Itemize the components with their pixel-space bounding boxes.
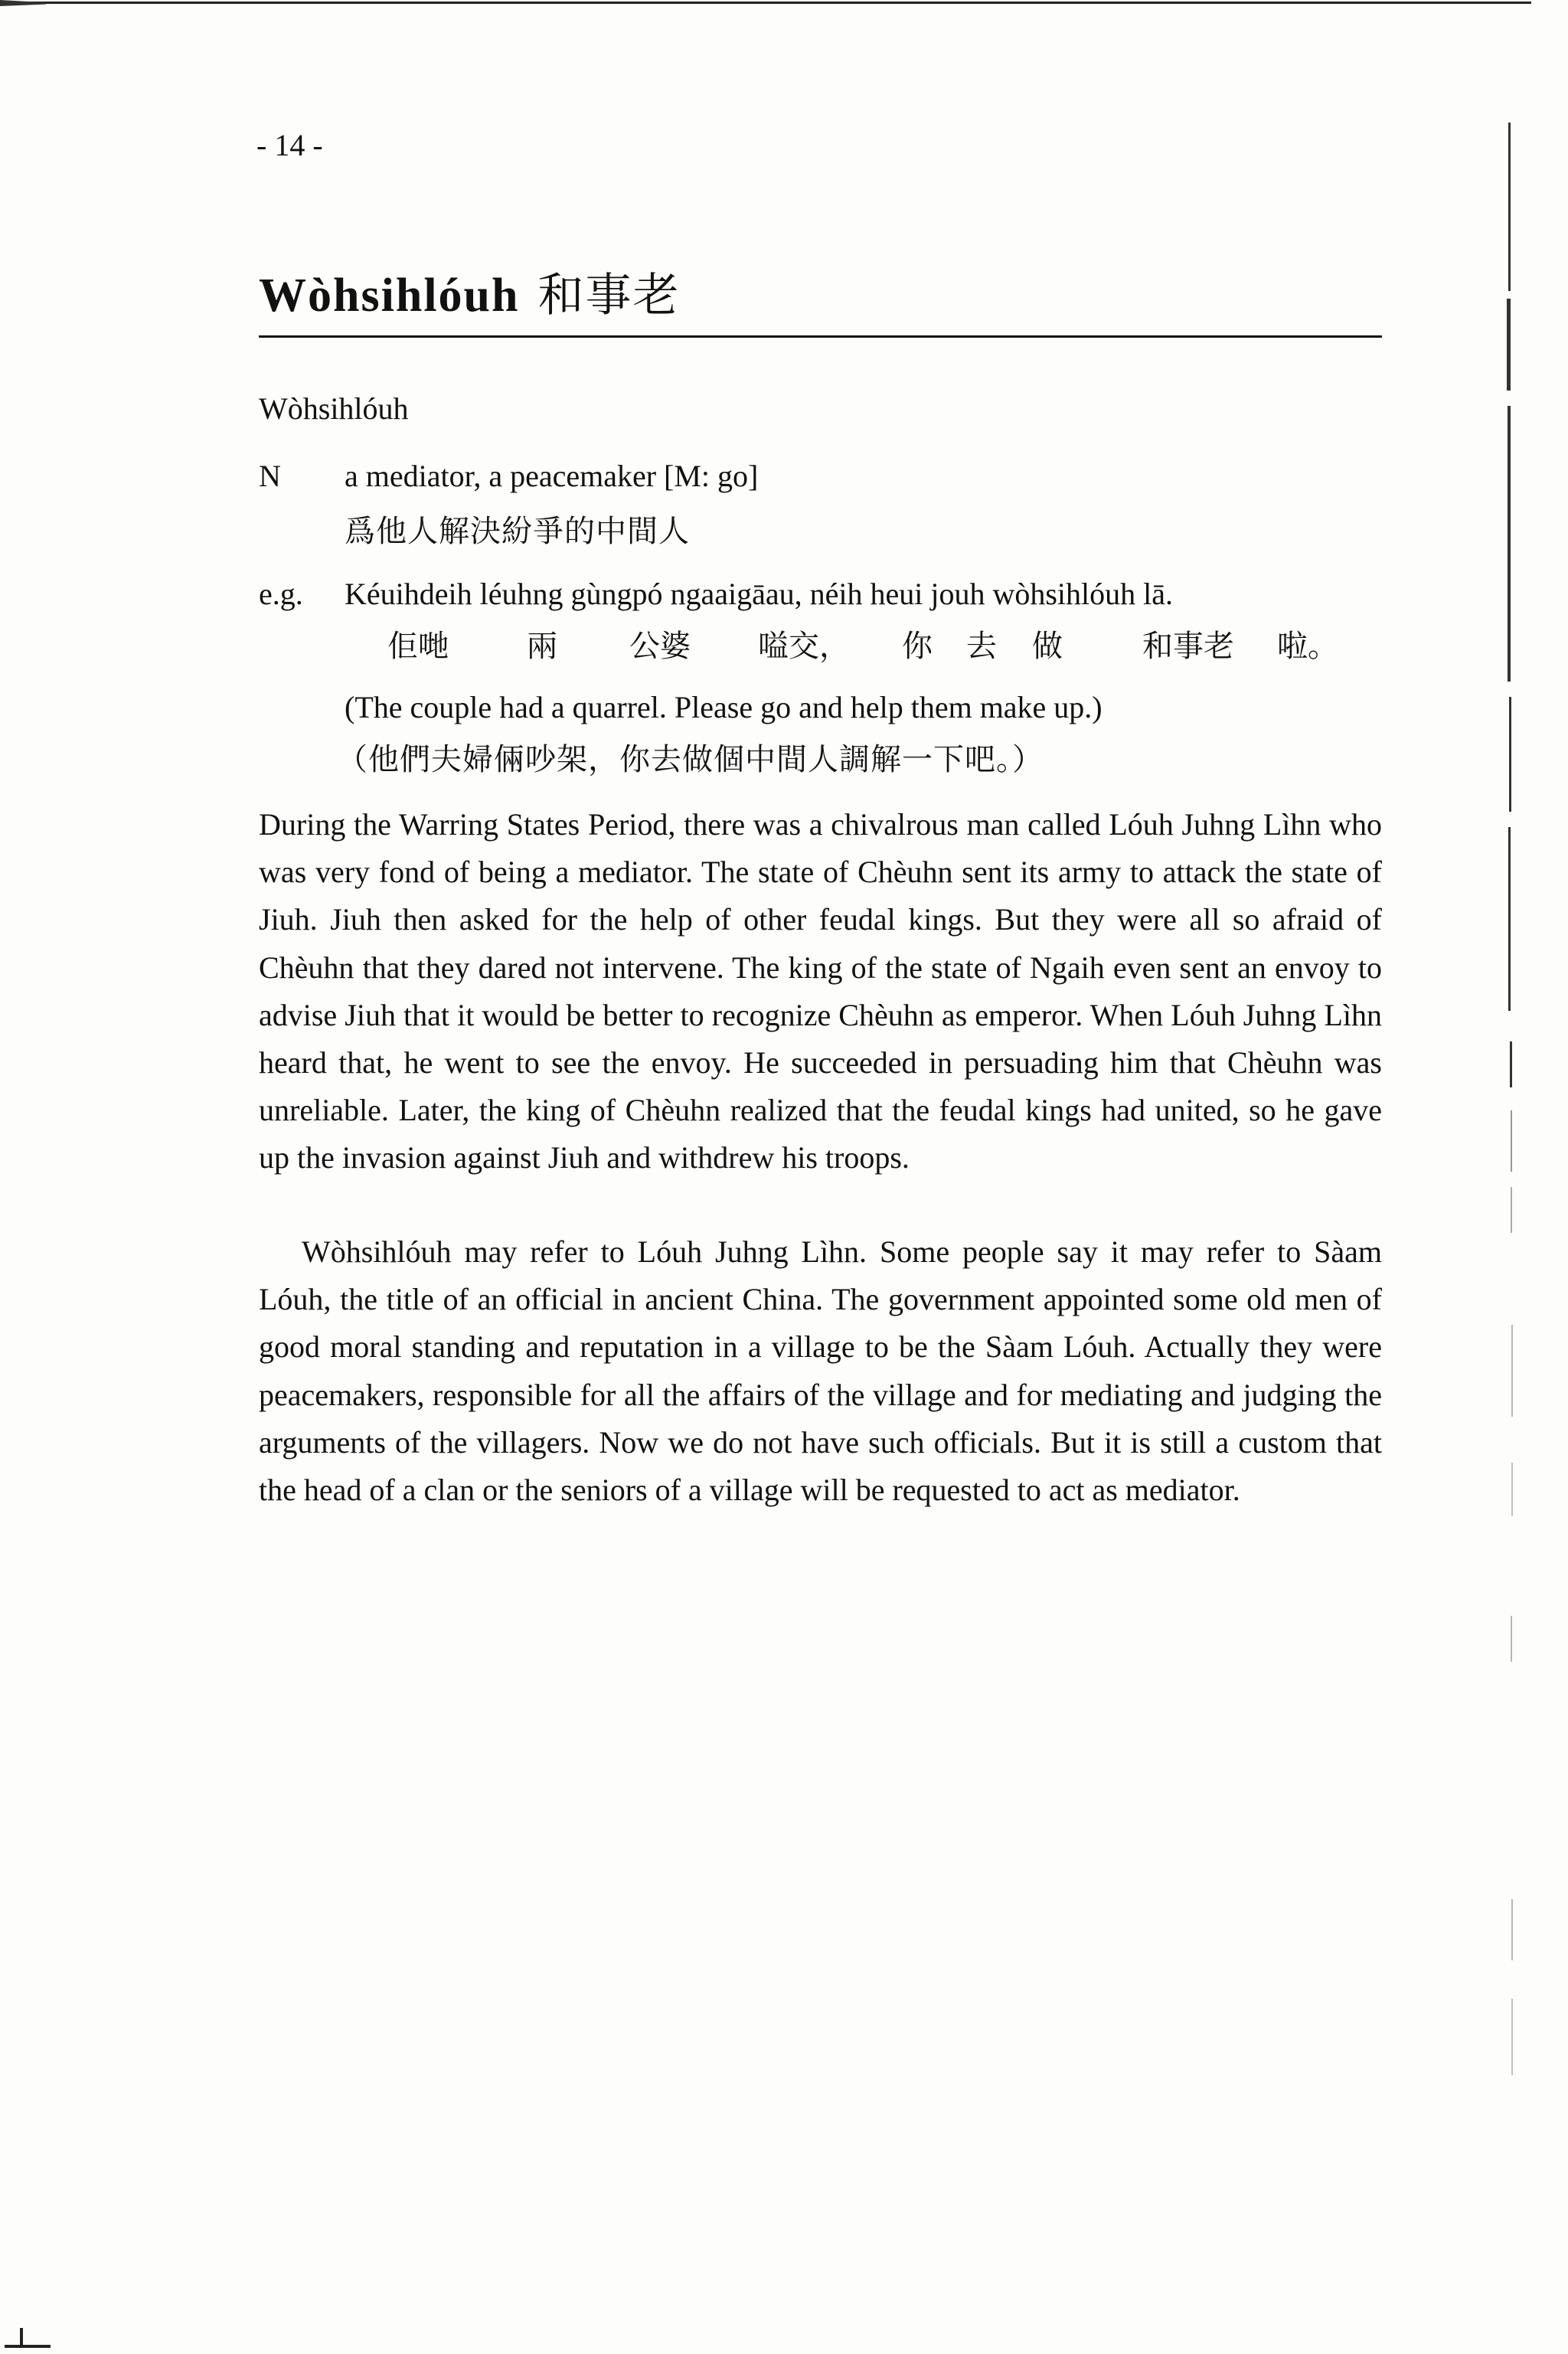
story-paragraph: Wòhsihlóuh may refer to Lóuh Juhng Lìhn. Some people say it may refer to Sàam Lóuh, the title of an official in ancient China. The government appointed some old men of good moral standing and reputation in a village to be the Sàam Lóuh. Actually they were peacemakers, responsible for all the affairs of the village and for mediating and judging the arguments of the villagers. Now we do not have such officials. But it is still a custom that the head of a clan or the seniors of a village will be requested to act as mediator. [259,1234,1382,1508]
example-chinese-word: 啦。 [1277,629,1338,664]
entry-headword [259,259,681,325]
example-chinese-word: 佢哋 [387,629,449,664]
example-chinese-word: 兩 [527,629,557,664]
example-chinese-word: 去 [966,629,997,664]
example-chinese-word: 和事老 [1142,629,1234,664]
example-chinese-word: 做 [1032,629,1063,664]
headword-romanized: Wòhsihlóuh [259,270,520,322]
scan-edge-top [0,0,1568,8]
story-paragraph: During the Warring States Period, there was a chivalrous man called Lóuh Juhng Lìhn who was very fond of being a mediator. The state of Chèuhn sent its army to attack the state of Jiuh. Jiuh then asked for the help of other feudal kings. But they were all so afraid of Chèuhn that they dared not intervene. The king of the state of Ngaih even sent an envoy to advise Jiuh that it would be better to recognize Chèuhn as emperor. When Lóuh Juhng Lìhn heard that, he went to see the envoy. He succeeded in persuading him that Chèuhn was unreliable. Later, the king of Chèuhn realized that the feudal kings had united, so he gave up the invasion against Jiuh and withdrew his troops. [259,807,1382,1175]
example-romanized: Kéuihdeih léuhng gùngpó ngaaigāau, néih heui jouh wòhsihlóuh lā. [345,577,1174,611]
headword-chinese: 和事老 [537,269,681,322]
scan-edge-line [0,2,1531,4]
definition-chinese: 爲他人解決紛爭的中間人 [345,514,690,549]
example-chinese-word: 嗌交， [758,629,850,664]
part-of-speech: N [259,459,281,493]
entry-romanization: Wòhsihlóuh [259,391,409,426]
example-translation-chinese: （他們夫婦倆吵架，你去做個中間人調解一下吧。） [337,742,1044,777]
definition-text: a mediator, a peacemaker [M: go] [345,459,759,493]
example-translation: (The couple had a quarrel. Please go and help them make up.) [345,690,1102,724]
example-label: e.g. [259,577,303,611]
example-chinese-word: 你 [902,629,933,664]
scan-edge-right [1498,100,1521,2091]
example-chinese-word: 公婆 [629,629,691,664]
title-rule [259,335,1382,338]
scan-corner-mark [5,2328,51,2351]
page-number: - 14 - [256,128,323,162]
